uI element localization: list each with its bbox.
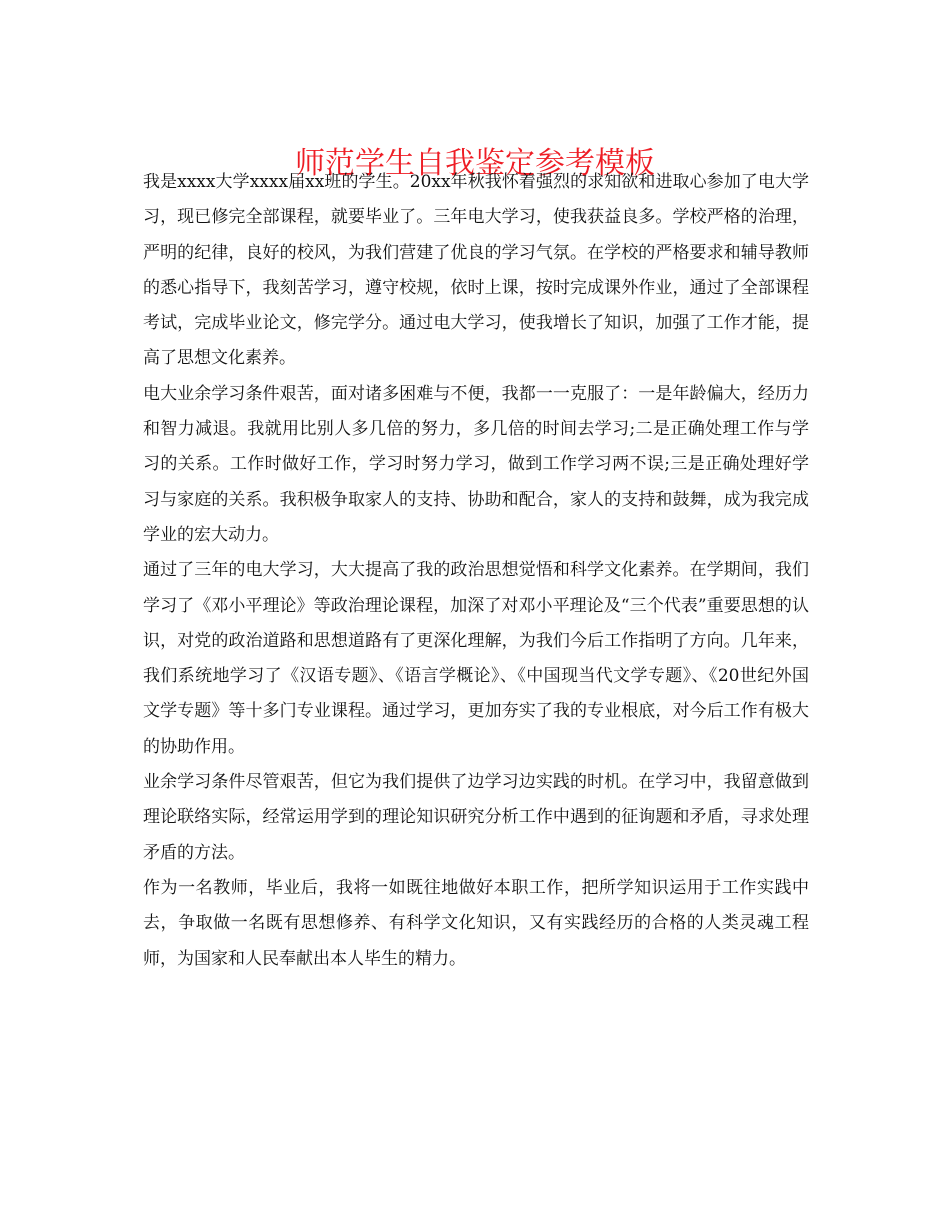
paragraph-4: 业余学习条件尽管艰苦，但它为我们提供了边学习边实践的时机。在学习中，我留意做到理论联络实际，经常运用学到的理论知识研究分析工作中遇到的征询题和矛盾，寻求处理矛盾的方法。 [143, 772, 809, 863]
paragraph-3: 通过了三年的电大学习，大大提高了我的政治思想觉悟和科学文化素养。在学期间，我们学习了《邓小平理论》等政治理论课程，加深了对邓小平理论及“三个代表”重要思想的认识，对党的政治道路和思想道路有了更深化理解，为我们今后工作指明了方向。几年来，我们系统地学习了《汉语专题》、《语言学概论》、《中国现当代文学专题》、《20世纪外国文学专题》等十多门专业课程。通过学习，更加夯实了我的专业根底，对今后工作有极大的协助作用。 [143, 560, 809, 757]
paragraph-2: 电大业余学习条件艰苦，面对诸多困难与不便，我都一一克服了：一是年龄偏大，经历力和智力减退。我就用比别人多几倍的努力，多几倍的时间去学习;二是正确处理工作与学习的关系。工作时做好工作，学习时努力学习，做到工作学习两不误;三是正确处理好学习与家庭的关系。我积极争取家人的支持、协助和配合，家人的支持和鼓舞，成为我完成学业的宏大动力。 [143, 383, 809, 545]
document-title: 师范学生自我鉴定参考模板 [295, 146, 655, 182]
paragraph-5: 作为一名教师，毕业后，我将一如既往地做好本职工作，把所学知识运用于工作实践中去，争取做一名既有思想修养、有科学文化知识，又有实践经历的合格的人类灵魂工程师，为国家和人民奉献出本人毕生的精力。 [143, 877, 809, 969]
paragraph-1: 我是xxxx大学xxxx届xx班的学生。20xx年秋我怀着强烈的求知欲和进取心参加了电大学习，现已修完全部课程，就要毕业了。三年电大学习，使我获益良多。学校严格的治理，严明的纪律，良好的校风，为我们营建了优良的学习气氛。在学校的严格要求和辅导教师的悉心指导下，我刻苦学习，遵守校规，依时上课，按时完成课外作业，通过了全部课程考试，完成毕业论文，修完学分。通过电大学习，使我增长了知识，加强了工作才能，提高了思想文化素养。 [143, 172, 809, 369]
document-body [143, 165, 809, 977]
